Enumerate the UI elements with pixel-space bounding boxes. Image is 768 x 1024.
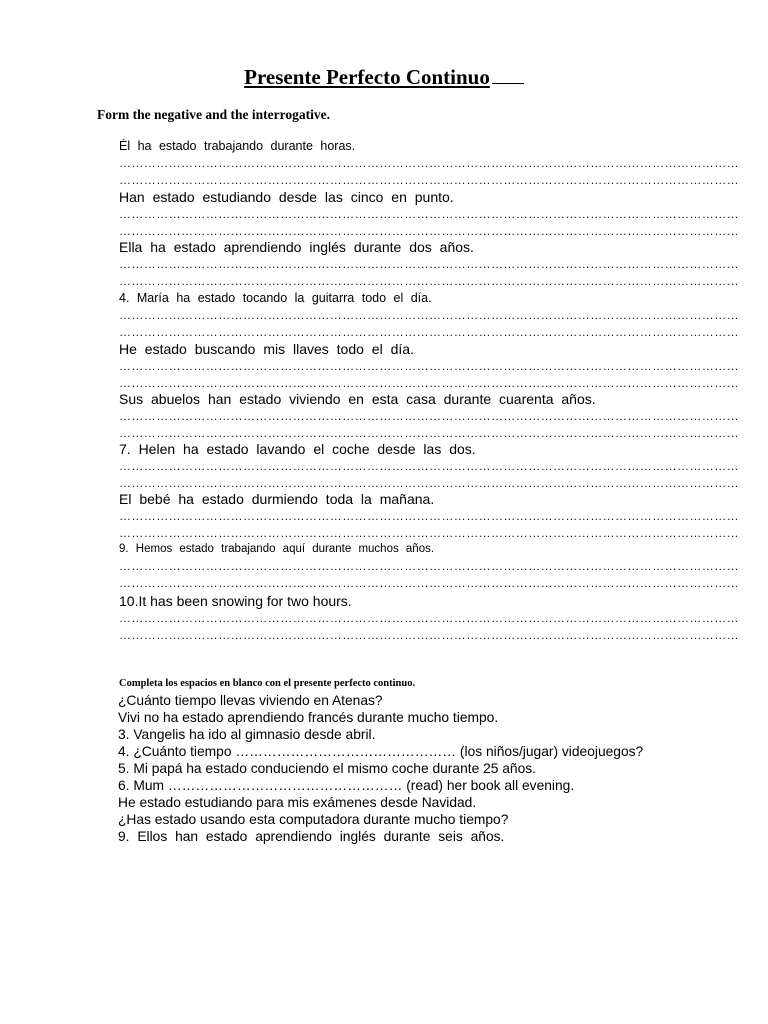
answer-line-negative: …………………………………………………………………………………………………………………………………… [119,257,739,271]
answer-line-negative: …………………………………………………………………………………………………………………………………… [119,509,739,523]
exercise-item-4 [119,290,739,341]
answer-line-interrogative: …………………………………………………………………………………………………………………………………… [119,476,739,490]
exercise-sentence: Sus abuelos han estado viviendo en esta casa durante cuarenta años. [119,391,596,407]
exercise-sentence: 4. María ha estado tocando la guitarra todo el día. [119,291,432,305]
answer-line-interrogative: …………………………………………………………………………………………………………………………………… [119,426,739,440]
fill-in-item-2: Vivi no ha estado aprendiendo francés durante mucho tiempo. [118,710,499,725]
exercise-sentence: He estado buscando mis llaves todo el día. [119,341,414,357]
instruction-negative-interrogative: Form the negative and the interrogative. [97,107,330,122]
exercise-item-8 [119,491,739,542]
answer-line-interrogative: …………………………………………………………………………………………………………………………………… [119,274,739,288]
exercise-sentence: Han estado estudiando desde las cinco en punto. [119,189,454,205]
fill-in-item-9: 9. Ellos han estado aprendiendo inglés durante seis años. [118,829,505,844]
answer-line-interrogative: …………………………………………………………………………………………………………………………………… [119,526,739,540]
exercise-sentence: 9. Hemos estado trabajando aquí durante muchos años. [119,543,435,555]
exercise-item-3 [119,239,739,290]
instruction-fill-in-blanks: Completa los espacios en blanco con el presente perfecto continuo. [119,678,416,689]
answer-line-interrogative: …………………………………………………………………………………………………………………………………… [119,173,739,187]
answer-line-interrogative: …………………………………………………………………………………………………………………………………… [119,576,739,590]
title-text: Presente Perfecto Continuo [244,65,490,89]
answer-line-negative: …………………………………………………………………………………………………………………………………… [119,359,739,373]
answer-line-negative: …………………………………………………………………………………………………………………………………… [119,459,739,473]
fill-in-item-4: 4. ¿Cuánto tiempo ………………………………………… (los niños/jugar) videojuegos? [118,744,644,759]
answer-line-negative: …………………………………………………………………………………………………………………………………… [119,207,739,221]
fill-in-item-7: He estado estudiando para mis exámenes desde Navidad. [118,795,477,810]
exercise-item-6 [119,391,739,442]
fill-in-item-8: ¿Has estado usando esta computadora durante mucho tiempo? [118,812,509,827]
exercise-sentence: Él ha estado trabajando durante horas. [119,139,356,153]
answer-line-interrogative: …………………………………………………………………………………………………………………………………… [119,628,739,642]
exercise-item-10 [119,593,739,644]
exercise-item-5 [119,341,739,392]
answer-line-interrogative: …………………………………………………………………………………………………………………………………… [119,224,739,238]
answer-line-negative: …………………………………………………………………………………………………………………………………… [119,559,739,573]
answer-line-negative: …………………………………………………………………………………………………………………………………… [119,308,739,322]
answer-line-interrogative: …………………………………………………………………………………………………………………………………… [119,376,739,390]
exercise-item-7 [119,441,739,492]
exercise-sentence: El bebé ha estado durmiendo toda la mañana. [119,491,435,507]
exercise-sentence: Ella ha estado aprendiendo inglés durante dos años. [119,239,474,255]
fill-in-item-1: ¿Cuánto tiempo llevas viviendo en Atenas? [118,693,383,708]
exercise-item-9 [119,541,739,592]
answer-line-interrogative: …………………………………………………………………………………………………………………………………… [119,325,739,339]
fill-in-item-3: 3. Vangelis ha ido al gimnasio desde abril. [118,727,376,742]
answer-line-negative: …………………………………………………………………………………………………………………………………… [119,156,739,170]
exercise-item-2 [119,189,739,240]
exercise-sentence: 10.It has been snowing for two hours. [119,593,352,609]
fill-in-item-6: 6. Mum …………………………………………… (read) her book all evening. [118,778,575,793]
exercise-sentence: 7. Helen ha estado lavando el coche desde las dos. [119,441,476,457]
answer-line-negative: …………………………………………………………………………………………………………………………………… [119,409,739,423]
page-title [0,63,768,91]
answer-line-negative: …………………………………………………………………………………………………………………………………… [119,611,739,625]
fill-in-list [118,692,698,845]
title-underline-blank [492,65,524,84]
fill-in-item-5: 5. Mi papá ha estado conduciendo el mismo coche durante 25 años. [118,761,537,776]
exercise-item-1 [119,138,739,189]
